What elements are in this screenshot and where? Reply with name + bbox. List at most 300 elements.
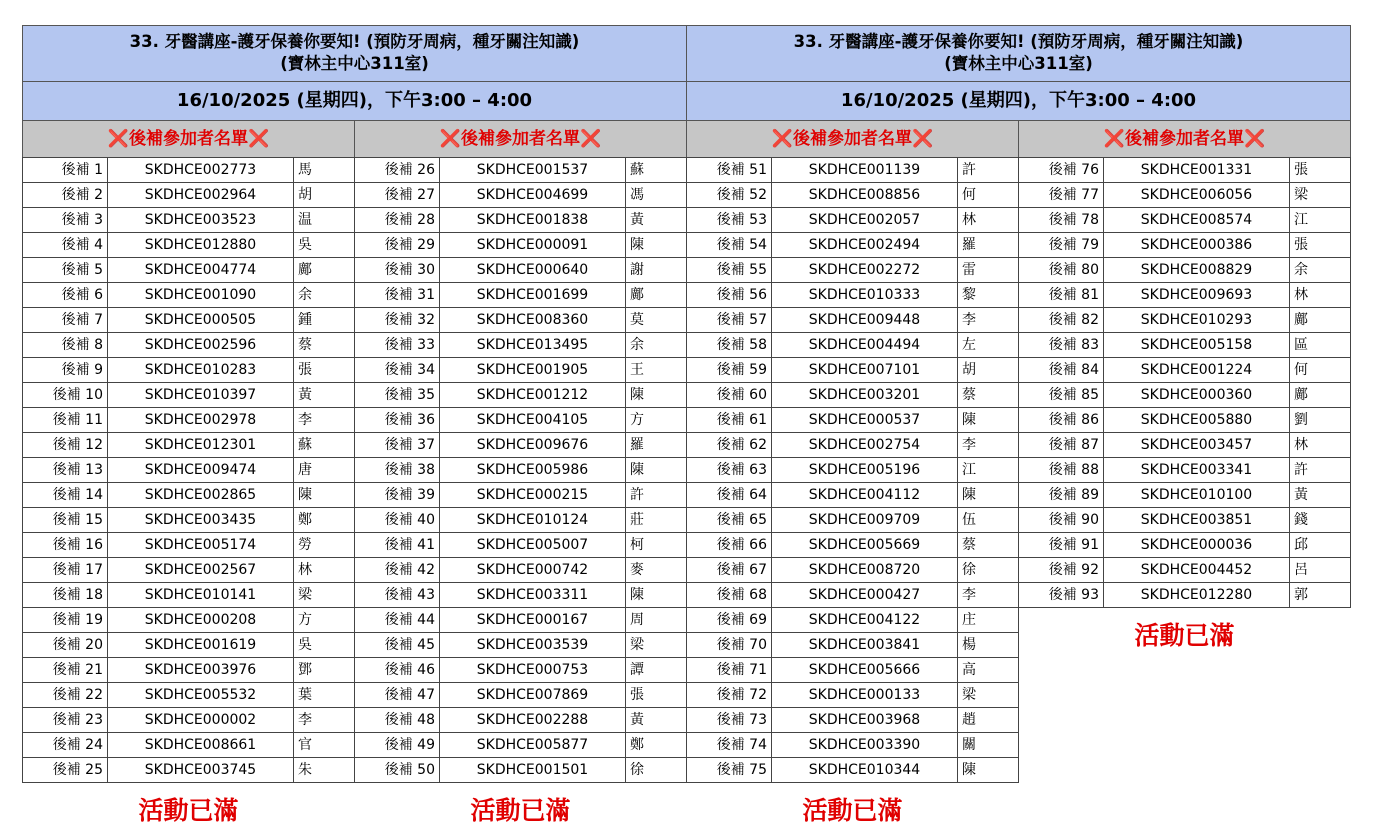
member-id: SKDHCE000742 xyxy=(440,558,626,582)
waitlist-number: 後補 44 xyxy=(355,608,440,632)
table-row xyxy=(22,483,355,508)
table-row xyxy=(1018,258,1351,283)
surname: 高 xyxy=(962,662,976,678)
waitlist-header: ❌後補參加者名單❌ xyxy=(354,120,687,158)
waitlist-number: 後補 7 xyxy=(23,308,108,332)
table-row xyxy=(22,733,355,758)
waitlist-number: 後補 34 xyxy=(355,358,440,382)
member-id: SKDHCE001699 xyxy=(440,283,626,307)
table-row xyxy=(22,558,355,583)
waitlist-number: 後補 3 xyxy=(23,208,108,232)
waitlist-number: 後補 57 xyxy=(687,308,772,332)
surname: 羅 xyxy=(962,237,976,253)
waitlist-number: 後補 83 xyxy=(1019,333,1104,357)
table-row xyxy=(686,508,1019,533)
table-row xyxy=(1018,533,1351,558)
surname: 黃 xyxy=(1294,487,1308,503)
surname: 謝 xyxy=(630,262,644,278)
surname: 麥 xyxy=(630,562,644,578)
waitlist-number: 後補 47 xyxy=(355,683,440,707)
waitlist-number: 後補 16 xyxy=(23,533,108,557)
table-row xyxy=(686,433,1019,458)
table-row xyxy=(354,333,687,358)
surname: 蔡 xyxy=(298,337,312,353)
table-row xyxy=(354,358,687,383)
waitlist-number: 後補 35 xyxy=(355,383,440,407)
member-id: SKDHCE000091 xyxy=(440,233,626,257)
member-id: SKDHCE002964 xyxy=(108,183,294,207)
member-id: SKDHCE002596 xyxy=(108,333,294,357)
surname: 方 xyxy=(298,612,312,628)
table-row xyxy=(686,183,1019,208)
surname: 江 xyxy=(1294,212,1308,228)
surname: 陳 xyxy=(630,587,644,603)
waitlist-number: 後補 76 xyxy=(1019,158,1104,182)
member-id: SKDHCE010397 xyxy=(108,383,294,407)
surname: 錢 xyxy=(1294,512,1308,528)
table-row xyxy=(354,633,687,658)
member-id: SKDHCE005532 xyxy=(108,683,294,707)
member-id: SKDHCE000215 xyxy=(440,483,626,507)
surname: 張 xyxy=(1294,237,1308,253)
member-id: SKDHCE013495 xyxy=(440,333,626,357)
member-id: SKDHCE005666 xyxy=(772,658,958,682)
waitlist-number: 後補 9 xyxy=(23,358,108,382)
member-id: SKDHCE008829 xyxy=(1104,258,1290,282)
surname: 蔡 xyxy=(962,537,976,553)
member-id: SKDHCE010141 xyxy=(108,583,294,607)
table-row xyxy=(686,283,1019,308)
surname: 王 xyxy=(630,362,644,378)
member-id: SKDHCE001139 xyxy=(772,158,958,182)
waitlist-number: 後補 51 xyxy=(687,158,772,182)
surname: 趙 xyxy=(962,712,976,728)
activity-full-label: 活動已滿 xyxy=(1134,621,1235,650)
waitlist-number: 後補 25 xyxy=(23,758,108,782)
member-id: SKDHCE009693 xyxy=(1104,283,1290,307)
surname: 劉 xyxy=(1294,412,1308,428)
surname: 黃 xyxy=(298,387,312,403)
surname: 呂 xyxy=(1294,562,1308,578)
waitlist-number: 後補 55 xyxy=(687,258,772,282)
waitlist-number: 後補 2 xyxy=(23,183,108,207)
member-id: SKDHCE003968 xyxy=(772,708,958,732)
surname: 蔡 xyxy=(962,387,976,403)
table-row xyxy=(686,383,1019,408)
surname: 余 xyxy=(1294,262,1308,278)
table-row xyxy=(354,408,687,433)
surname: 雷 xyxy=(962,262,976,278)
waitlist-number: 後補 27 xyxy=(355,183,440,207)
surname: 鄺 xyxy=(298,262,312,278)
table-row xyxy=(354,558,687,583)
waitlist-number: 後補 60 xyxy=(687,383,772,407)
member-id: SKDHCE002494 xyxy=(772,233,958,257)
surname: 馬 xyxy=(298,162,312,178)
waitlist-number: 後補 90 xyxy=(1019,508,1104,532)
waitlist-number: 後補 77 xyxy=(1019,183,1104,207)
surname: 黃 xyxy=(630,712,644,728)
waitlist-number: 後補 8 xyxy=(23,333,108,357)
surname: 鍾 xyxy=(298,312,312,328)
member-id: SKDHCE000133 xyxy=(772,683,958,707)
waitlist-number: 後補 88 xyxy=(1019,458,1104,482)
table-row xyxy=(22,283,355,308)
table-row xyxy=(22,358,355,383)
waitlist-number: 後補 1 xyxy=(23,158,108,182)
table-row xyxy=(22,758,355,783)
table-row xyxy=(22,408,355,433)
table-row xyxy=(1018,433,1351,458)
waitlist-number: 後補 59 xyxy=(687,358,772,382)
member-id: SKDHCE003523 xyxy=(108,208,294,232)
waitlist-number: 後補 11 xyxy=(23,408,108,432)
member-id: SKDHCE002288 xyxy=(440,708,626,732)
member-id: SKDHCE009709 xyxy=(772,508,958,532)
table-row xyxy=(354,733,687,758)
surname: 陳 xyxy=(962,412,976,428)
session-date-2: 16/10/2025 (星期四)，下午3:00 – 4:00 xyxy=(686,81,1351,121)
member-id: SKDHCE012880 xyxy=(108,233,294,257)
surname: 徐 xyxy=(630,762,644,778)
waitlist-number: 後補 71 xyxy=(687,658,772,682)
surname: 吳 xyxy=(298,637,312,653)
surname: 李 xyxy=(298,712,312,728)
table-row xyxy=(1018,558,1351,583)
member-id: SKDHCE009676 xyxy=(440,433,626,457)
waitlist-number: 後補 91 xyxy=(1019,533,1104,557)
member-id: SKDHCE000002 xyxy=(108,708,294,732)
table-row xyxy=(22,683,355,708)
surname: 梁 xyxy=(298,587,312,603)
surname: 張 xyxy=(1294,162,1308,178)
waitlist-number: 後補 72 xyxy=(687,683,772,707)
surname: 譚 xyxy=(630,662,644,678)
surname: 林 xyxy=(298,562,312,578)
member-id: SKDHCE002773 xyxy=(108,158,294,182)
table-row xyxy=(686,157,1019,183)
table-row xyxy=(1018,233,1351,258)
table-row xyxy=(1018,208,1351,233)
table-row xyxy=(354,433,687,458)
member-id: SKDHCE000537 xyxy=(772,408,958,432)
surname: 陳 xyxy=(630,237,644,253)
waitlist-number: 後補 45 xyxy=(355,633,440,657)
table-row xyxy=(1018,458,1351,483)
activity-full-label: 活動已滿 xyxy=(138,796,239,825)
member-id: SKDHCE000036 xyxy=(1104,533,1290,557)
member-id: SKDHCE005196 xyxy=(772,458,958,482)
surname: 陳 xyxy=(962,487,976,503)
surname: 林 xyxy=(1294,437,1308,453)
waitlist-number: 後補 37 xyxy=(355,433,440,457)
surname: 林 xyxy=(962,212,976,228)
table-row xyxy=(1018,157,1351,183)
table-row xyxy=(22,508,355,533)
surname: 鄺 xyxy=(1294,312,1308,328)
surname: 邱 xyxy=(1294,537,1308,553)
member-id: SKDHCE010344 xyxy=(772,758,958,782)
member-id: SKDHCE008360 xyxy=(440,308,626,332)
member-id: SKDHCE009474 xyxy=(108,458,294,482)
waitlist-number: 後補 74 xyxy=(687,733,772,757)
waitlist-number: 後補 70 xyxy=(687,633,772,657)
table-row xyxy=(22,458,355,483)
waitlist-number: 後補 33 xyxy=(355,333,440,357)
surname: 江 xyxy=(962,462,976,478)
surname: 余 xyxy=(630,337,644,353)
table-row xyxy=(354,658,687,683)
waitlist-number: 後補 26 xyxy=(355,158,440,182)
waitlist-number: 後補 19 xyxy=(23,608,108,632)
surname: 朱 xyxy=(298,762,312,778)
waitlist-number: 後補 48 xyxy=(355,708,440,732)
member-id: SKDHCE004105 xyxy=(440,408,626,432)
table-row xyxy=(22,608,355,633)
member-id: SKDHCE003539 xyxy=(440,633,626,657)
surname: 鄭 xyxy=(630,737,644,753)
member-id: SKDHCE008574 xyxy=(1104,208,1290,232)
waitlist-number: 後補 42 xyxy=(355,558,440,582)
surname: 陳 xyxy=(630,462,644,478)
table-row xyxy=(22,383,355,408)
waitlist-number: 後補 85 xyxy=(1019,383,1104,407)
member-id: SKDHCE003311 xyxy=(440,583,626,607)
member-id: SKDHCE008720 xyxy=(772,558,958,582)
surname: 鄺 xyxy=(1294,387,1308,403)
waitlist-number: 後補 39 xyxy=(355,483,440,507)
table-row xyxy=(354,383,687,408)
waitlist-number: 後補 86 xyxy=(1019,408,1104,432)
waitlist-number: 後補 36 xyxy=(355,408,440,432)
session-title-line2: (寶林主中心311室) xyxy=(944,54,1093,73)
table-row xyxy=(686,483,1019,508)
member-id: SKDHCE003851 xyxy=(1104,508,1290,532)
waitlist-number: 後補 21 xyxy=(23,658,108,682)
member-id: SKDHCE005007 xyxy=(440,533,626,557)
waitlist-number: 後補 38 xyxy=(355,458,440,482)
member-id: SKDHCE010333 xyxy=(772,283,958,307)
surname: 胡 xyxy=(298,187,312,203)
member-id: SKDHCE000208 xyxy=(108,608,294,632)
surname: 柯 xyxy=(630,537,644,553)
surname: 唐 xyxy=(298,462,312,478)
waitlist-number: 後補 53 xyxy=(687,208,772,232)
waitlist-number: 後補 20 xyxy=(23,633,108,657)
table-row xyxy=(686,708,1019,733)
session-date-1: 16/10/2025 (星期四)，下午3:00 – 4:00 xyxy=(22,81,687,121)
surname: 陳 xyxy=(298,487,312,503)
surname: 郭 xyxy=(1294,587,1308,603)
waitlist-number: 後補 66 xyxy=(687,533,772,557)
table-row xyxy=(354,533,687,558)
waitlist-number: 後補 52 xyxy=(687,183,772,207)
surname: 方 xyxy=(630,412,644,428)
table-row xyxy=(22,583,355,608)
member-id: SKDHCE007869 xyxy=(440,683,626,707)
table-row xyxy=(22,233,355,258)
session-title-2 xyxy=(686,25,1351,82)
surname: 莊 xyxy=(630,512,644,528)
member-id: SKDHCE008856 xyxy=(772,183,958,207)
member-id: SKDHCE002865 xyxy=(108,483,294,507)
waitlist-number: 後補 62 xyxy=(687,433,772,457)
waitlist-number: 後補 87 xyxy=(1019,433,1104,457)
waitlist-number: 後補 84 xyxy=(1019,358,1104,382)
surname: 何 xyxy=(962,187,976,203)
surname: 庄 xyxy=(962,612,976,628)
waitlist-number: 後補 24 xyxy=(23,733,108,757)
session-title-line1: 33. 牙醫講座-護牙保養你要知! (預防牙周病，種牙關注知識) xyxy=(793,32,1244,51)
surname: 胡 xyxy=(962,362,976,378)
surname: 李 xyxy=(298,412,312,428)
table-row xyxy=(686,458,1019,483)
member-id: SKDHCE010100 xyxy=(1104,483,1290,507)
member-id: SKDHCE002057 xyxy=(772,208,958,232)
waitlist-column-2 xyxy=(354,157,687,783)
waitlist-number: 後補 22 xyxy=(23,683,108,707)
table-row xyxy=(354,608,687,633)
surname: 陳 xyxy=(630,387,644,403)
waitlist-number: 後補 31 xyxy=(355,283,440,307)
member-id: SKDHCE003976 xyxy=(108,658,294,682)
waitlist-number: 後補 67 xyxy=(687,558,772,582)
table-row xyxy=(354,483,687,508)
surname: 伍 xyxy=(962,512,976,528)
member-id: SKDHCE004122 xyxy=(772,608,958,632)
waitlist-number: 後補 28 xyxy=(355,208,440,232)
waitlist-number: 後補 69 xyxy=(687,608,772,632)
waitlist-number: 後補 81 xyxy=(1019,283,1104,307)
waitlist-number: 後補 54 xyxy=(687,233,772,257)
waitlist-number: 後補 63 xyxy=(687,458,772,482)
table-row xyxy=(354,283,687,308)
table-row xyxy=(22,183,355,208)
table-row xyxy=(686,358,1019,383)
surname: 李 xyxy=(962,437,976,453)
table-row xyxy=(22,658,355,683)
table-row xyxy=(354,708,687,733)
table-row xyxy=(22,208,355,233)
member-id: SKDHCE004112 xyxy=(772,483,958,507)
member-id: SKDHCE010293 xyxy=(1104,308,1290,332)
table-row xyxy=(686,733,1019,758)
surname: 陳 xyxy=(962,762,976,778)
member-id: SKDHCE001905 xyxy=(440,358,626,382)
waitlist-number: 後補 82 xyxy=(1019,308,1104,332)
waitlist-number: 後補 61 xyxy=(687,408,772,432)
member-id: SKDHCE001224 xyxy=(1104,358,1290,382)
waitlist-number: 後補 40 xyxy=(355,508,440,532)
surname: 張 xyxy=(298,362,312,378)
member-id: SKDHCE000360 xyxy=(1104,383,1290,407)
surname: 鄭 xyxy=(298,512,312,528)
waitlist-number: 後補 65 xyxy=(687,508,772,532)
table-row xyxy=(1018,483,1351,508)
member-id: SKDHCE003457 xyxy=(1104,433,1290,457)
table-row xyxy=(22,157,355,183)
table-row xyxy=(1018,283,1351,308)
table-row xyxy=(686,608,1019,633)
table-row xyxy=(1018,408,1351,433)
member-id: SKDHCE000167 xyxy=(440,608,626,632)
member-id: SKDHCE001501 xyxy=(440,758,626,782)
waitlist-number: 後補 78 xyxy=(1019,208,1104,232)
table-row xyxy=(686,533,1019,558)
table-row xyxy=(22,708,355,733)
surname: 羅 xyxy=(630,437,644,453)
table-row xyxy=(686,758,1019,783)
table-row xyxy=(686,408,1019,433)
table-row xyxy=(22,308,355,333)
member-id: SKDHCE012280 xyxy=(1104,583,1290,607)
member-id: SKDHCE002754 xyxy=(772,433,958,457)
surname: 李 xyxy=(962,312,976,328)
member-id: SKDHCE004452 xyxy=(1104,558,1290,582)
member-id: SKDHCE003341 xyxy=(1104,458,1290,482)
waitlist-header: ❌後補參加者名單❌ xyxy=(22,120,355,158)
waitlist-header: ❌後補參加者名單❌ xyxy=(686,120,1019,158)
member-id: SKDHCE009448 xyxy=(772,308,958,332)
member-id: SKDHCE002567 xyxy=(108,558,294,582)
surname: 張 xyxy=(630,687,644,703)
activity-full-label: 活動已滿 xyxy=(802,796,903,825)
table-row xyxy=(1018,308,1351,333)
table-row xyxy=(354,183,687,208)
surname: 梁 xyxy=(1294,187,1308,203)
waitlist-number: 後補 15 xyxy=(23,508,108,532)
waitlist-number: 後補 18 xyxy=(23,583,108,607)
member-id: SKDHCE002978 xyxy=(108,408,294,432)
member-id: SKDHCE000386 xyxy=(1104,233,1290,257)
waitlist-number: 後補 75 xyxy=(687,758,772,782)
member-id: SKDHCE003745 xyxy=(108,758,294,782)
surname: 梁 xyxy=(962,687,976,703)
member-id: SKDHCE005158 xyxy=(1104,333,1290,357)
surname: 許 xyxy=(630,487,644,503)
table-row xyxy=(686,683,1019,708)
member-id: SKDHCE005877 xyxy=(440,733,626,757)
table-row xyxy=(354,233,687,258)
waitlist-number: 後補 23 xyxy=(23,708,108,732)
surname: 葉 xyxy=(298,687,312,703)
waitlist-number: 後補 14 xyxy=(23,483,108,507)
surname: 何 xyxy=(1294,362,1308,378)
waitlist-number: 後補 49 xyxy=(355,733,440,757)
member-id: SKDHCE001331 xyxy=(1104,158,1290,182)
surname: 徐 xyxy=(962,562,976,578)
table-row xyxy=(354,208,687,233)
member-id: SKDHCE003390 xyxy=(772,733,958,757)
session-title-1 xyxy=(22,25,687,82)
waitlist-number: 後補 29 xyxy=(355,233,440,257)
waitlist-number: 後補 30 xyxy=(355,258,440,282)
waitlist-number: 後補 13 xyxy=(23,458,108,482)
table-row xyxy=(22,633,355,658)
waitlist-column-4 xyxy=(1018,157,1351,608)
surname: 蘇 xyxy=(630,162,644,178)
waitlist-number: 後補 32 xyxy=(355,308,440,332)
waitlist-number: 後補 17 xyxy=(23,558,108,582)
waitlist-number: 後補 10 xyxy=(23,383,108,407)
waitlist-number: 後補 64 xyxy=(687,483,772,507)
waitlist-number: 後補 89 xyxy=(1019,483,1104,507)
surname: 李 xyxy=(962,587,976,603)
member-id: SKDHCE003435 xyxy=(108,508,294,532)
member-id: SKDHCE010124 xyxy=(440,508,626,532)
member-id: SKDHCE004699 xyxy=(440,183,626,207)
surname: 楊 xyxy=(962,637,976,653)
